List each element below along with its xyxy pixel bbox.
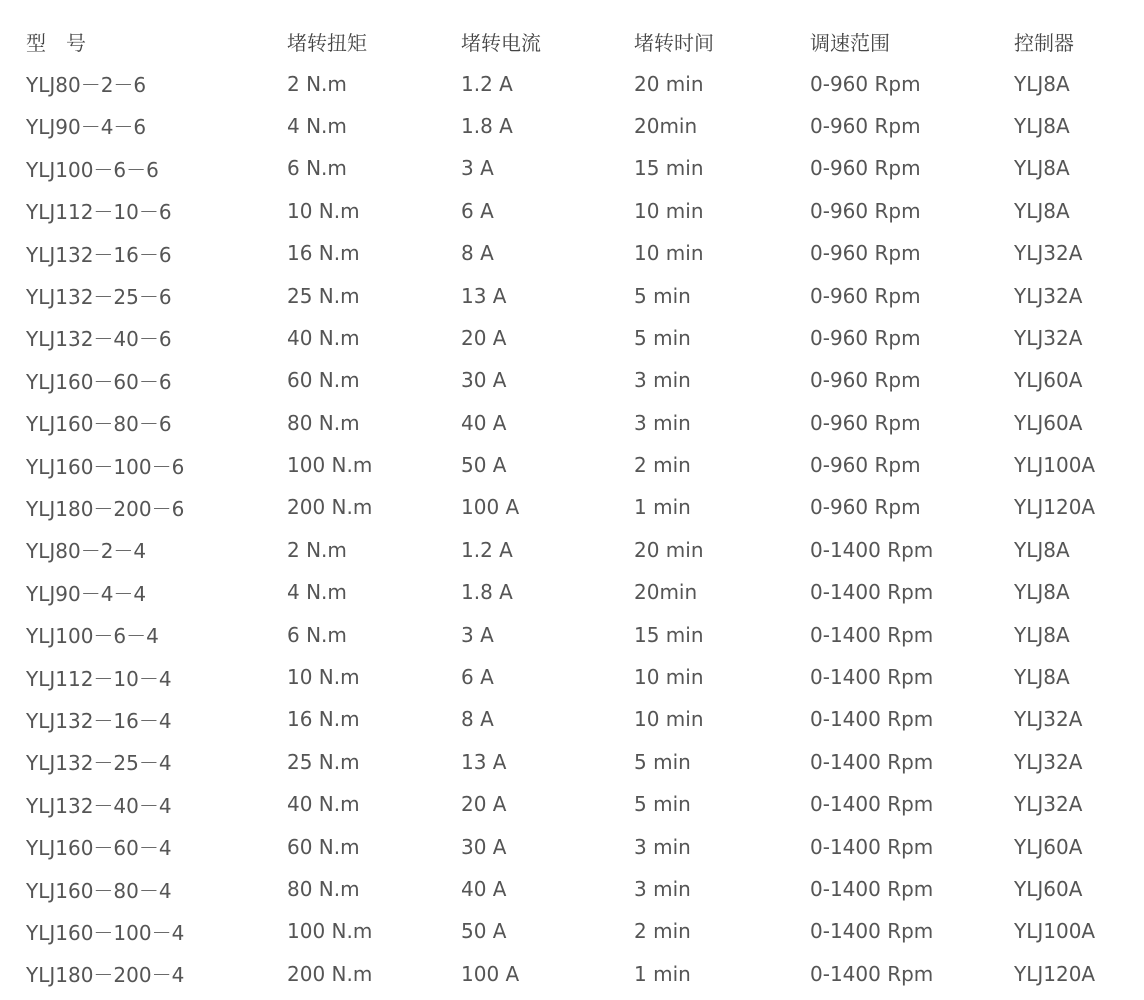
cell-controller: YLJ60A [1014,877,1083,901]
header-stall-current: 堵转电流 [461,30,541,55]
cell-speed-range: 0-1400 Rpm [810,834,934,859]
cell-model: YLJ160－100－4 [26,920,185,945]
cell-speed-range: 0-1400 Rpm [810,537,934,562]
table-row [0,825,1144,867]
cell-speed-range: 0-960 Rpm [810,113,921,138]
cell-stall-current: 30 A [461,834,507,859]
cell-stall-torque: 80 N.m [287,410,360,435]
cell-stall-current: 100 A [461,961,520,986]
cell-stall-time: 5 min [634,283,691,308]
cell-speed-range: 0-960 Rpm [810,241,921,266]
table-row [0,656,1144,698]
cell-stall-torque: 6 N.m [287,156,347,181]
cell-controller: YLJ8A [1014,580,1070,605]
cell-model: YLJ90－4－6 [26,115,147,140]
header-stall-time: 堵转时间 [634,30,714,55]
cell-stall-torque: 100 N.m [287,919,373,944]
cell-controller: YLJ32A [1014,241,1083,266]
table-row [0,444,1144,486]
cell-model: YLJ160－80－6 [26,412,172,437]
header-stall-torque: 堵转扭矩 [287,30,367,55]
cell-controller: YLJ8A [1014,622,1070,647]
table-row [0,190,1144,232]
cell-stall-time: 1 min [634,495,691,520]
cell-model: YLJ132－16－6 [26,242,172,267]
cell-speed-range: 0-960 Rpm [810,453,921,478]
cell-model: YLJ160－60－4 [26,836,172,861]
cell-speed-range: 0-1400 Rpm [810,792,934,817]
cell-stall-time: 15 min [634,156,704,181]
spec-table-body [0,20,1144,995]
table-row [0,486,1144,528]
cell-controller: YLJ60A [1014,834,1083,859]
cell-controller: YLJ32A [1014,283,1083,308]
cell-stall-torque: 40 N.m [287,792,360,817]
cell-speed-range: 0-1400 Rpm [810,622,934,647]
cell-controller: YLJ8A [1014,71,1070,96]
cell-stall-time: 10 min [634,241,704,266]
cell-speed-range: 0-1400 Rpm [810,919,934,944]
cell-stall-current: 3 A [461,156,494,181]
cell-stall-torque: 6 N.m [287,622,347,647]
cell-model: YLJ112－10－4 [26,666,172,691]
cell-model: YLJ132－16－4 [26,708,172,733]
cell-controller: YLJ8A [1014,198,1070,223]
table-row [0,613,1144,655]
cell-stall-current: 20 A [461,792,507,817]
cell-speed-range: 0-1400 Rpm [810,580,934,605]
cell-stall-torque: 100 N.m [287,453,373,478]
cell-speed-range: 0-1400 Rpm [810,749,934,774]
cell-stall-torque: 25 N.m [287,283,360,308]
cell-model: YLJ90－4－4 [26,581,147,606]
cell-stall-torque: 4 N.m [287,580,347,605]
cell-stall-torque: 10 N.m [287,198,360,223]
cell-stall-time: 20 min [634,537,704,562]
cell-stall-torque: 16 N.m [287,241,360,266]
table-row [0,910,1144,952]
cell-stall-torque: 200 N.m [287,961,373,986]
cell-stall-time: 10 min [634,665,704,690]
cell-stall-time: 15 min [634,622,704,647]
cell-stall-torque: 40 N.m [287,325,360,350]
cell-model: YLJ132－40－4 [26,793,172,818]
cell-stall-torque: 2 N.m [287,71,347,96]
cell-stall-time: 10 min [634,707,704,732]
cell-stall-current: 50 A [461,919,507,944]
cell-speed-range: 0-1400 Rpm [810,707,934,732]
table-row [0,317,1144,359]
cell-speed-range: 0-1400 Rpm [810,665,934,690]
cell-stall-current: 100 A [461,495,520,520]
cell-stall-time: 5 min [634,792,691,817]
cell-model: YLJ160－100－6 [26,454,185,479]
cell-stall-time: 2 min [634,453,691,478]
cell-speed-range: 0-960 Rpm [810,495,921,520]
table-row [0,402,1144,444]
table-row [0,359,1144,401]
cell-stall-torque: 4 N.m [287,113,347,138]
cell-model: YLJ132－40－6 [26,327,172,352]
cell-model: YLJ100－6－4 [26,624,159,649]
cell-controller: YLJ100A [1014,919,1096,944]
table-row [0,529,1144,571]
cell-stall-torque: 10 N.m [287,665,360,690]
cell-model: YLJ100－6－6 [26,157,159,182]
cell-model: YLJ132－25－4 [26,751,172,776]
cell-stall-current: 8 A [461,241,494,266]
cell-controller: YLJ8A [1014,537,1070,562]
table-row [0,232,1144,274]
cell-stall-current: 30 A [461,368,507,393]
cell-controller: YLJ32A [1014,749,1083,774]
cell-stall-time: 1 min [634,961,691,986]
spec-table [0,20,1144,995]
cell-speed-range: 0-1400 Rpm [810,961,934,986]
cell-controller: YLJ60A [1014,368,1083,393]
table-row [0,741,1144,783]
cell-stall-torque: 60 N.m [287,368,360,393]
cell-stall-current: 1.8 A [461,580,513,605]
cell-stall-time: 20 min [634,71,704,96]
cell-stall-torque: 16 N.m [287,707,360,732]
cell-stall-current: 3 A [461,622,494,647]
cell-controller: YLJ8A [1014,113,1070,138]
cell-controller: YLJ32A [1014,707,1083,732]
cell-model: YLJ132－25－6 [26,285,172,310]
cell-model: YLJ80－2－6 [26,73,147,98]
cell-speed-range: 0-1400 Rpm [810,877,934,901]
cell-stall-time: 3 min [634,368,691,393]
cell-stall-torque: 200 N.m [287,495,373,520]
cell-stall-current: 40 A [461,877,507,901]
table-row [0,953,1144,995]
cell-controller: YLJ8A [1014,665,1070,690]
cell-stall-time: 5 min [634,325,691,350]
cell-stall-current: 13 A [461,749,507,774]
table-row [0,698,1144,740]
cell-stall-current: 40 A [461,410,507,435]
cell-speed-range: 0-960 Rpm [810,198,921,223]
cell-stall-torque: 60 N.m [287,834,360,859]
cell-model: YLJ112－10－6 [26,200,172,225]
cell-model: YLJ80－2－4 [26,539,147,564]
cell-stall-time: 10 min [634,198,704,223]
cell-model: YLJ180－200－4 [26,963,185,988]
cell-model: YLJ180－200－6 [26,496,185,521]
cell-stall-current: 1.2 A [461,537,513,562]
cell-speed-range: 0-960 Rpm [810,410,921,435]
table-row [0,105,1144,147]
table-row [0,571,1144,613]
cell-stall-time: 2 min [634,919,691,944]
cell-stall-time: 20min [634,113,698,138]
header-model: 型 号 [26,30,86,55]
cell-speed-range: 0-960 Rpm [810,325,921,350]
table-header-row [0,20,1144,62]
cell-speed-range: 0-960 Rpm [810,368,921,393]
header-controller: 控制器 [1014,30,1074,55]
cell-stall-time: 3 min [634,877,691,901]
cell-stall-current: 6 A [461,665,494,690]
cell-controller: YLJ8A [1014,156,1070,181]
cell-stall-current: 50 A [461,453,507,478]
cell-model: YLJ160－80－4 [26,878,172,903]
table-row [0,147,1144,189]
cell-controller: YLJ120A [1014,961,1096,986]
table-row [0,274,1144,316]
cell-speed-range: 0-960 Rpm [810,156,921,181]
cell-controller: YLJ32A [1014,792,1083,817]
cell-stall-current: 6 A [461,198,494,223]
cell-stall-torque: 80 N.m [287,877,360,901]
cell-stall-torque: 25 N.m [287,749,360,774]
cell-stall-current: 8 A [461,707,494,732]
table-row [0,62,1144,104]
cell-speed-range: 0-960 Rpm [810,71,921,96]
cell-controller: YLJ60A [1014,410,1083,435]
cell-stall-time: 3 min [634,834,691,859]
cell-stall-current: 1.8 A [461,113,513,138]
table-row [0,783,1144,825]
cell-model: YLJ160－60－6 [26,369,172,394]
cell-stall-time: 20min [634,580,698,605]
cell-controller: YLJ120A [1014,495,1096,520]
header-speed-range: 调速范围 [810,30,890,55]
cell-stall-torque: 2 N.m [287,537,347,562]
cell-stall-current: 13 A [461,283,507,308]
table-row [0,868,1144,910]
cell-controller: YLJ100A [1014,453,1096,478]
cell-stall-time: 5 min [634,749,691,774]
cell-stall-current: 20 A [461,325,507,350]
cell-controller: YLJ32A [1014,325,1083,350]
cell-stall-current: 1.2 A [461,71,513,96]
cell-speed-range: 0-960 Rpm [810,283,921,308]
cell-stall-time: 3 min [634,410,691,435]
